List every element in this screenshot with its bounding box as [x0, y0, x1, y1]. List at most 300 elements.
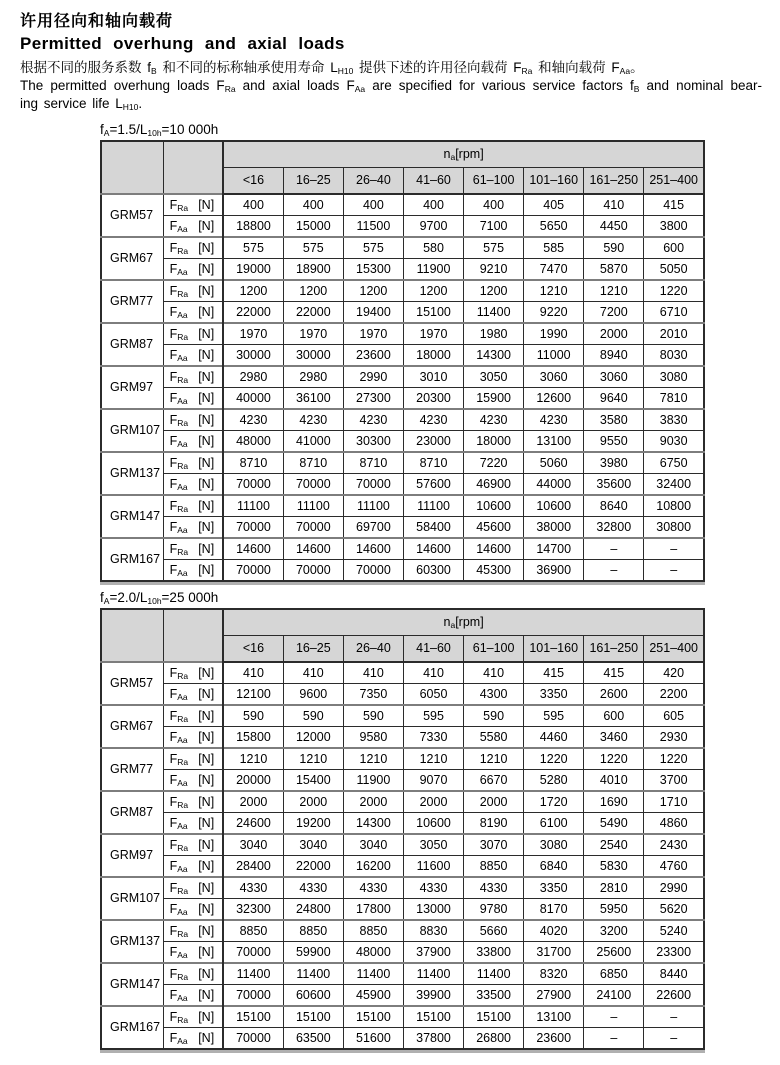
force-symbol: $F_{Aa}$	[169, 729, 188, 745]
load-type-label	[163, 280, 223, 302]
load-value-cell: 32300	[223, 899, 283, 921]
load-value-cell: 6050	[403, 684, 463, 706]
load-value-cell: 15900	[464, 388, 524, 410]
load-type-label	[163, 684, 223, 706]
load-type-label	[163, 560, 223, 582]
load-value-cell: 410	[283, 662, 343, 684]
gear-model-label: GRM57	[101, 662, 163, 705]
load-value-cell: 595	[403, 705, 463, 727]
load-value-cell: 14600	[223, 538, 283, 560]
table-row	[101, 323, 704, 345]
table-row	[101, 985, 704, 1007]
load-value-cell: 11500	[343, 216, 403, 238]
table-row	[101, 237, 704, 259]
unit-label: [N]	[198, 390, 215, 405]
force-symbol: $F_{Aa}$	[169, 261, 188, 277]
load-value-cell: 3350	[524, 877, 584, 899]
load-value-cell: 15100	[223, 1006, 283, 1028]
unit-label: [N]	[198, 240, 215, 255]
load-value-cell: 4230	[223, 409, 283, 431]
load-value-cell: 2000	[223, 791, 283, 813]
load-type-label	[163, 1006, 223, 1028]
load-value-cell: 400	[343, 194, 403, 216]
load-type-label	[163, 237, 223, 259]
load-value-cell: 48000	[223, 431, 283, 453]
load-value-cell: 11100	[403, 495, 463, 517]
load-value-cell: 11400	[464, 963, 524, 985]
unit-label: [N]	[198, 476, 215, 491]
force-symbol: $F_{Ra}$	[169, 240, 189, 256]
load-value-cell: 8190	[464, 813, 524, 835]
load-value-cell: 1220	[524, 748, 584, 770]
speed-range-header: 61–100	[464, 168, 524, 195]
load-value-cell: 8940	[584, 345, 644, 367]
load-value-cell: 1210	[403, 748, 463, 770]
load-value-cell: 2990	[644, 877, 704, 899]
load-value-cell: 5240	[644, 920, 704, 942]
load-value-cell: 8710	[283, 452, 343, 474]
intro-paragraph-chinese: 根据不同的服务系数 $f_B$ 和不同的标称轴承使用寿命 $L_{H10}$ 提供下述的许用径向载荷 $F_{Ra}$ 和轴向载荷 $F_{Aa}$。	[20, 60, 644, 76]
unit-label: [N]	[198, 519, 215, 534]
unit-label: [N]	[198, 455, 215, 470]
load-value-cell: 8850	[464, 856, 524, 878]
load-value-cell: 13100	[524, 1006, 584, 1028]
load-value-cell: 5660	[464, 920, 524, 942]
load-value-cell: 600	[644, 237, 704, 259]
load-value-cell: 3040	[343, 834, 403, 856]
load-value-cell: 11000	[524, 345, 584, 367]
load-value-cell: 590	[343, 705, 403, 727]
load-value-cell: 8170	[524, 899, 584, 921]
speed-range-header: 251–400	[644, 168, 704, 195]
load-type-label	[163, 834, 223, 856]
load-value-cell: 415	[584, 662, 644, 684]
load-value-cell: 11400	[343, 963, 403, 985]
table-row	[101, 834, 704, 856]
table-row	[101, 727, 704, 749]
load-value-cell: 8850	[223, 920, 283, 942]
load-value-cell: 5870	[584, 259, 644, 281]
load-value-cell: 63500	[283, 1028, 343, 1050]
load-value-cell: 12100	[223, 684, 283, 706]
load-value-cell: 8440	[644, 963, 704, 985]
load-value-cell: 9600	[283, 684, 343, 706]
force-symbol: $F_{Aa}$	[169, 476, 188, 492]
table-row	[101, 495, 704, 517]
load-type-label	[163, 194, 223, 216]
load-value-cell: 37800	[403, 1028, 463, 1050]
load-value-cell: 22000	[283, 302, 343, 324]
load-value-cell: 6710	[644, 302, 704, 324]
load-value-cell: 9220	[524, 302, 584, 324]
load-value-cell: –	[584, 560, 644, 582]
load-value-cell: 11400	[223, 963, 283, 985]
load-value-cell: 3070	[464, 834, 524, 856]
load-value-cell: 8830	[403, 920, 463, 942]
load-type-label	[163, 963, 223, 985]
speed-range-header: 41–60	[403, 168, 463, 195]
intro-paragraph-english-line1: The permitted overhung loads $F_{Ra}$ and axial loads $F_{Aa}$ are specified for various service factors $f_B$ and nominal bear-	[20, 78, 762, 94]
force-symbol: $F_{Ra}$	[169, 708, 189, 724]
unit-label: [N]	[198, 837, 215, 852]
load-value-cell: 6750	[644, 452, 704, 474]
load-value-cell: 5950	[584, 899, 644, 921]
load-type-label	[163, 1028, 223, 1050]
page-title-chinese: 许用径向和轴向载荷	[20, 13, 174, 30]
unit-label: [N]	[198, 261, 215, 276]
gear-model-label: GRM137	[101, 920, 163, 963]
unit-label: [N]	[198, 562, 215, 577]
load-value-cell: 2930	[644, 727, 704, 749]
gear-model-label: GRM167	[101, 1006, 163, 1049]
load-value-cell: 14600	[343, 538, 403, 560]
load-value-cell: 70000	[223, 1028, 283, 1050]
load-type-label	[163, 323, 223, 345]
load-value-cell: 33500	[464, 985, 524, 1007]
speed-range-header: 161–250	[584, 636, 644, 663]
force-symbol: $F_{Ra}$	[169, 923, 189, 939]
gear-model-label: GRM57	[101, 194, 163, 237]
load-value-cell: 23600	[343, 345, 403, 367]
load-value-cell: 26800	[464, 1028, 524, 1050]
load-value-cell: 4330	[343, 877, 403, 899]
load-value-cell: 11900	[343, 770, 403, 792]
load-value-cell: 3080	[524, 834, 584, 856]
load-value-cell: 410	[464, 662, 524, 684]
load-value-cell: 4230	[403, 409, 463, 431]
load-value-cell: 33800	[464, 942, 524, 964]
unit-label: [N]	[198, 923, 215, 938]
table-row	[101, 1006, 704, 1028]
unit-label: [N]	[198, 751, 215, 766]
corner-cell-model	[101, 141, 163, 194]
load-value-cell: 70000	[343, 474, 403, 496]
load-value-cell: 18000	[403, 345, 463, 367]
load-value-cell: 14300	[343, 813, 403, 835]
load-value-cell: 580	[403, 237, 463, 259]
gear-model-label: GRM107	[101, 409, 163, 452]
force-symbol: $F_{Aa}$	[169, 218, 188, 234]
table-row	[101, 194, 704, 216]
load-value-cell: 7470	[524, 259, 584, 281]
force-symbol: $F_{Aa}$	[169, 987, 188, 1003]
load-type-label	[163, 662, 223, 684]
load-type-label	[163, 431, 223, 453]
force-symbol: $F_{Ra}$	[169, 665, 189, 681]
load-value-cell: 13100	[524, 431, 584, 453]
table-row	[101, 705, 704, 727]
load-value-cell: 36100	[283, 388, 343, 410]
load-value-cell: 9550	[584, 431, 644, 453]
load-value-cell: –	[584, 538, 644, 560]
force-symbol: $F_{Ra}$	[169, 751, 189, 767]
table-row	[101, 920, 704, 942]
force-symbol: $F_{Aa}$	[169, 686, 188, 702]
load-value-cell: 5050	[644, 259, 704, 281]
unit-label: [N]	[198, 433, 215, 448]
load-value-cell: 32400	[644, 474, 704, 496]
unit-label: [N]	[198, 708, 215, 723]
load-type-label	[163, 705, 223, 727]
load-value-cell: –	[584, 1006, 644, 1028]
load-type-label	[163, 727, 223, 749]
table-header-row	[101, 609, 704, 636]
speed-group-header: $n_a[rpm]$	[223, 141, 704, 168]
unit-label: [N]	[198, 901, 215, 916]
load-value-cell: 16200	[343, 856, 403, 878]
load-type-label	[163, 302, 223, 324]
load-value-cell: 4860	[644, 813, 704, 835]
load-value-cell: 15100	[403, 1006, 463, 1028]
load-value-cell: 1210	[464, 748, 524, 770]
table-row	[101, 517, 704, 539]
load-value-cell: 19400	[343, 302, 403, 324]
force-symbol: $F_{Aa}$	[169, 304, 188, 320]
load-value-cell: 14600	[283, 538, 343, 560]
load-value-cell: 590	[464, 705, 524, 727]
force-symbol: $F_{Ra}$	[169, 794, 189, 810]
load-value-cell: 1970	[403, 323, 463, 345]
load-value-cell: 3010	[403, 366, 463, 388]
force-symbol: $F_{Ra}$	[169, 541, 189, 557]
load-value-cell: 3080	[644, 366, 704, 388]
load-value-cell: 45300	[464, 560, 524, 582]
load-value-cell: 4330	[464, 877, 524, 899]
load-value-cell: 14600	[403, 538, 463, 560]
load-value-cell: 1210	[343, 748, 403, 770]
load-value-cell: 69700	[343, 517, 403, 539]
load-value-cell: 9210	[464, 259, 524, 281]
speed-range-header: 41–60	[403, 636, 463, 663]
unit-label: [N]	[198, 1030, 215, 1045]
load-value-cell: 400	[223, 194, 283, 216]
gear-model-label: GRM77	[101, 280, 163, 323]
load-type-label	[163, 942, 223, 964]
force-symbol: $F_{Ra}$	[169, 283, 189, 299]
load-value-cell: 3200	[584, 920, 644, 942]
gear-model-label: GRM77	[101, 748, 163, 791]
load-value-cell: 1690	[584, 791, 644, 813]
table-row	[101, 452, 704, 474]
gear-model-label: GRM147	[101, 963, 163, 1006]
load-value-cell: 7200	[584, 302, 644, 324]
load-value-cell: 14300	[464, 345, 524, 367]
load-value-cell: 38000	[524, 517, 584, 539]
corner-cell-loadtype	[163, 141, 223, 194]
load-value-cell: –	[644, 560, 704, 582]
load-value-cell: 3800	[644, 216, 704, 238]
load-type-label	[163, 813, 223, 835]
table-row	[101, 877, 704, 899]
load-value-cell: 585	[524, 237, 584, 259]
load-value-cell: 11100	[283, 495, 343, 517]
unit-label: [N]	[198, 218, 215, 233]
load-value-cell: 70000	[343, 560, 403, 582]
load-value-cell: 39900	[403, 985, 463, 1007]
load-value-cell: 2010	[644, 323, 704, 345]
load-value-cell: 4460	[524, 727, 584, 749]
gear-model-label: GRM67	[101, 705, 163, 748]
load-value-cell: 4330	[403, 877, 463, 899]
load-value-cell: 25600	[584, 942, 644, 964]
load-value-cell: 415	[644, 194, 704, 216]
load-value-cell: 40000	[223, 388, 283, 410]
load-value-cell: 24800	[283, 899, 343, 921]
gear-model-label: GRM137	[101, 452, 163, 495]
load-type-label	[163, 345, 223, 367]
load-value-cell: 70000	[223, 560, 283, 582]
load-value-cell: 19000	[223, 259, 283, 281]
unit-label: [N]	[198, 966, 215, 981]
table1-caption: $f_A=1.5/L_{10h}=10$ 000h	[100, 122, 219, 138]
permitted-loads-table-2	[100, 608, 705, 1050]
load-value-cell: 60300	[403, 560, 463, 582]
load-value-cell: 20000	[223, 770, 283, 792]
load-type-label	[163, 388, 223, 410]
page-title-english: Permitted overhung and axial loads	[20, 34, 345, 53]
load-value-cell: 70000	[223, 517, 283, 539]
load-value-cell: 1970	[283, 323, 343, 345]
gear-model-label: GRM97	[101, 366, 163, 409]
load-value-cell: 9640	[584, 388, 644, 410]
load-value-cell: 5580	[464, 727, 524, 749]
load-value-cell: 5490	[584, 813, 644, 835]
unit-label: [N]	[198, 498, 215, 513]
force-symbol: $F_{Aa}$	[169, 562, 188, 578]
speed-range-header: <16	[223, 168, 283, 195]
load-value-cell: 45900	[343, 985, 403, 1007]
load-value-cell: 4230	[524, 409, 584, 431]
force-symbol: $F_{Aa}$	[169, 390, 188, 406]
gear-model-label: GRM107	[101, 877, 163, 920]
load-value-cell: 4230	[283, 409, 343, 431]
load-value-cell: –	[584, 1028, 644, 1050]
load-value-cell: 70000	[223, 474, 283, 496]
load-value-cell: 575	[223, 237, 283, 259]
load-value-cell: 1200	[403, 280, 463, 302]
force-symbol: $F_{Ra}$	[169, 326, 189, 342]
force-symbol: $F_{Aa}$	[169, 858, 188, 874]
table-row	[101, 791, 704, 813]
unit-label: [N]	[198, 197, 215, 212]
load-value-cell: 9700	[403, 216, 463, 238]
load-value-cell: 415	[524, 662, 584, 684]
load-type-label	[163, 985, 223, 1007]
load-value-cell: 4330	[223, 877, 283, 899]
intro-paragraph-english-line2: ing service life $L_{H10}$.	[20, 96, 143, 112]
load-value-cell: 22000	[223, 302, 283, 324]
load-value-cell: 3350	[524, 684, 584, 706]
speed-group-header: $n_a[rpm]$	[223, 609, 704, 636]
load-value-cell: 575	[283, 237, 343, 259]
table-row	[101, 942, 704, 964]
load-value-cell: 15100	[343, 1006, 403, 1028]
load-value-cell: 8320	[524, 963, 584, 985]
unit-label: [N]	[198, 347, 215, 362]
speed-range-header: 101–160	[524, 636, 584, 663]
load-value-cell: 15800	[223, 727, 283, 749]
load-value-cell: 4330	[283, 877, 343, 899]
load-value-cell: 3050	[464, 366, 524, 388]
load-value-cell: 28400	[223, 856, 283, 878]
force-symbol: $F_{Aa}$	[169, 944, 188, 960]
load-type-label	[163, 517, 223, 539]
load-value-cell: 6850	[584, 963, 644, 985]
load-value-cell: 37900	[403, 942, 463, 964]
load-value-cell: 60600	[283, 985, 343, 1007]
gear-model-label: GRM87	[101, 791, 163, 834]
load-type-label	[163, 920, 223, 942]
load-value-cell: 1970	[343, 323, 403, 345]
load-value-cell: 3060	[584, 366, 644, 388]
speed-range-header: <16	[223, 636, 283, 663]
load-value-cell: 11100	[343, 495, 403, 517]
unit-label: [N]	[198, 1009, 215, 1024]
speed-range-header: 26–40	[343, 636, 403, 663]
load-value-cell: 400	[283, 194, 343, 216]
permitted-loads-table-1	[100, 140, 705, 582]
load-value-cell: 7350	[343, 684, 403, 706]
load-value-cell: 32800	[584, 517, 644, 539]
force-symbol: $F_{Aa}$	[169, 1030, 188, 1046]
gear-model-label: GRM167	[101, 538, 163, 581]
load-value-cell: 4450	[584, 216, 644, 238]
table-row	[101, 770, 704, 792]
table-row	[101, 684, 704, 706]
load-value-cell: 31700	[524, 942, 584, 964]
load-value-cell: 1210	[584, 280, 644, 302]
table-row	[101, 216, 704, 238]
load-value-cell: 59900	[283, 942, 343, 964]
load-value-cell: 2980	[283, 366, 343, 388]
gear-model-label: GRM147	[101, 495, 163, 538]
load-value-cell: 11900	[403, 259, 463, 281]
unit-label: [N]	[198, 729, 215, 744]
load-value-cell: 2000	[283, 791, 343, 813]
load-value-cell: 70000	[283, 474, 343, 496]
load-value-cell: 44000	[524, 474, 584, 496]
load-value-cell: 35600	[584, 474, 644, 496]
table-row	[101, 302, 704, 324]
unit-label: [N]	[198, 412, 215, 427]
load-value-cell: 1200	[223, 280, 283, 302]
unit-label: [N]	[198, 326, 215, 341]
load-value-cell: 2200	[644, 684, 704, 706]
load-value-cell: 1990	[524, 323, 584, 345]
unit-label: [N]	[198, 304, 215, 319]
load-value-cell: 8030	[644, 345, 704, 367]
load-value-cell: 1970	[223, 323, 283, 345]
load-value-cell: 3980	[584, 452, 644, 474]
load-value-cell: 400	[403, 194, 463, 216]
load-value-cell: 10600	[403, 813, 463, 835]
unit-label: [N]	[198, 815, 215, 830]
load-value-cell: 12000	[283, 727, 343, 749]
table-row	[101, 259, 704, 281]
load-value-cell: 2990	[343, 366, 403, 388]
load-value-cell: 1200	[464, 280, 524, 302]
load-value-cell: 590	[283, 705, 343, 727]
load-value-cell: 4010	[584, 770, 644, 792]
load-value-cell: 10800	[644, 495, 704, 517]
load-value-cell: 30000	[223, 345, 283, 367]
load-value-cell: 57600	[403, 474, 463, 496]
table-row	[101, 662, 704, 684]
table-row	[101, 280, 704, 302]
load-value-cell: 15000	[283, 216, 343, 238]
table-row	[101, 813, 704, 835]
load-value-cell: –	[644, 1028, 704, 1050]
